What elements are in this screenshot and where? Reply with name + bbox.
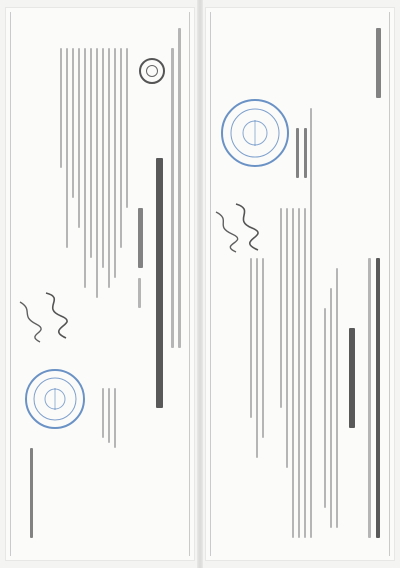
- text-line: [84, 48, 86, 288]
- text-line: [102, 388, 104, 438]
- text-line: [114, 388, 116, 448]
- certificate-sheet: [6, 8, 194, 560]
- text-line: [330, 288, 332, 528]
- page-gutter: [197, 0, 203, 568]
- appendix-sheet: [206, 8, 394, 560]
- text-line: [102, 48, 104, 268]
- serial-number: [138, 208, 143, 268]
- text-line: [138, 278, 141, 308]
- text-line: [368, 258, 371, 538]
- text-line: [108, 388, 110, 443]
- text-line: [66, 48, 68, 248]
- table-row-line: [310, 108, 312, 538]
- table-code-cell: [304, 128, 307, 178]
- text-line: [262, 258, 264, 438]
- text-line: [108, 48, 110, 288]
- signature: [210, 208, 244, 258]
- text-line: [120, 48, 122, 248]
- round-seal: [24, 368, 86, 430]
- table-row-line: [280, 208, 282, 408]
- form-serial-line: [30, 448, 33, 538]
- system-title: [376, 258, 380, 538]
- frame-line: [210, 12, 211, 556]
- text-line: [126, 48, 128, 208]
- text-line: [78, 48, 80, 228]
- certificate-title: [156, 158, 163, 408]
- text-line: [90, 48, 92, 258]
- table-row-line: [292, 208, 294, 538]
- table-code-cell: [296, 128, 299, 178]
- text-line: [171, 48, 174, 348]
- serial-number: [376, 28, 381, 98]
- text-line: [256, 258, 258, 458]
- frame-line: [189, 12, 190, 556]
- table-row-line: [298, 208, 300, 538]
- text-line: [96, 48, 98, 298]
- table-row-line: [286, 208, 288, 468]
- rst-circle-mark: [139, 58, 165, 84]
- text-line: [114, 48, 116, 278]
- signature: [14, 298, 48, 348]
- text-line: [336, 268, 338, 528]
- text-line: [72, 48, 74, 198]
- text-line: [250, 258, 252, 418]
- text-line: [60, 48, 62, 168]
- frame-line: [389, 12, 390, 556]
- table-row-line: [304, 208, 306, 538]
- text-line: [178, 28, 181, 348]
- round-seal: [220, 98, 290, 168]
- text-line: [324, 308, 326, 508]
- frame-line: [10, 12, 11, 556]
- appendix-title: [349, 328, 355, 428]
